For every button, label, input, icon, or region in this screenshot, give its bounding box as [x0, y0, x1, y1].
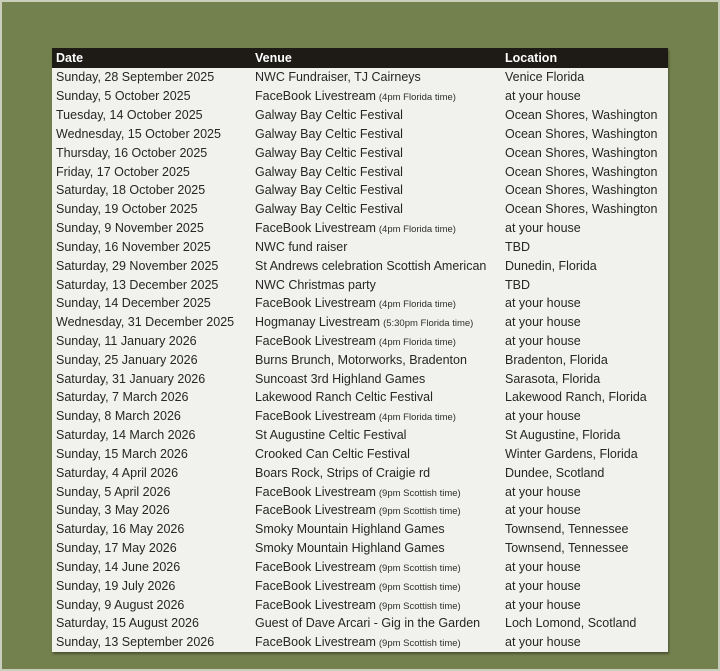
cell-date: Sunday, 9 November 2025 [56, 221, 204, 236]
cell-location: St Augustine, Florida [505, 428, 621, 443]
table-row [52, 463, 668, 482]
table-row [52, 350, 668, 369]
cell-venue [255, 202, 505, 216]
cell-date: Sunday, 28 September 2025 [56, 70, 215, 85]
cell-venue [255, 485, 505, 499]
table-row [52, 237, 668, 256]
venue-time-note: (9pm Scottish time) [378, 581, 461, 593]
cell-date: Sunday, 15 March 2026 [56, 446, 188, 461]
column-header-venue: Venue [255, 51, 292, 65]
venue-text: Suncoast 3rd Highland Games [255, 371, 426, 386]
venue-text: Smoky Mountain Highland Games [255, 541, 445, 556]
cell-venue [255, 259, 505, 273]
cell-venue [255, 372, 505, 386]
venue-text: FaceBook Livestream [255, 334, 376, 348]
cell-date: Sunday, 19 October 2025 [56, 202, 198, 217]
cell-location: TBD [505, 239, 530, 254]
cell-location: at your house [505, 296, 581, 311]
cell-location: at your house [505, 635, 581, 650]
cell-location: Ocean Shores, Washington [505, 183, 658, 198]
cell-venue [255, 616, 505, 630]
cell-venue [255, 635, 505, 649]
cell-venue [255, 240, 505, 254]
cell-venue [255, 541, 505, 555]
cell-location: at your house [505, 315, 581, 330]
cell-venue [255, 503, 505, 517]
venue-text: Burns Brunch, Motorworks, Bradenton [255, 352, 467, 367]
table-row [52, 558, 668, 577]
venue-text: Galway Bay Celtic Festival [255, 126, 403, 141]
venue-time-note: (5:30pm Florida time) [383, 318, 474, 330]
table-row [52, 143, 668, 162]
venue-time-note: (4pm Florida time) [378, 224, 456, 236]
cell-date: Thursday, 16 October 2025 [56, 145, 208, 160]
cell-location: TBD [505, 277, 530, 292]
cell-date: Sunday, 9 August 2026 [56, 597, 185, 612]
cell-venue [255, 598, 505, 612]
venue-text: Galway Bay Celtic Festival [255, 108, 403, 123]
cell-location: Winter Gardens, Florida [505, 446, 638, 461]
venue-text: Galway Bay Celtic Festival [255, 145, 403, 160]
table-row [52, 369, 668, 388]
cell-location: Venice Florida [505, 70, 585, 85]
cell-location: at your house [505, 559, 581, 574]
cell-location: Townsend, Tennessee [505, 541, 629, 556]
cell-date: Saturday, 18 October 2025 [56, 183, 206, 198]
cell-venue [255, 334, 505, 348]
venue-text: Guest of Dave Arcari - Gig in the Garden [255, 616, 481, 631]
venue-text: FaceBook Livestream [255, 635, 376, 650]
column-header-date: Date [56, 51, 84, 65]
cell-venue [255, 428, 505, 442]
venue-text: St Andrews celebration Scottish American [255, 258, 487, 273]
cell-location: Ocean Shores, Washington [505, 202, 658, 217]
cell-date: Saturday, 31 January 2026 [56, 371, 206, 386]
cell-date: Sunday, 8 March 2026 [56, 409, 181, 424]
cell-location: Ocean Shores, Washington [505, 164, 658, 179]
table-row [52, 407, 668, 426]
cell-location: Ocean Shores, Washington [505, 126, 658, 141]
cell-date: Saturday, 13 December 2025 [56, 277, 219, 292]
table-row [52, 219, 668, 238]
cell-venue [255, 221, 505, 235]
cell-location: at your house [505, 409, 581, 424]
table-row [52, 520, 668, 539]
table-row [52, 426, 668, 445]
table-row [52, 501, 668, 520]
venue-text: FaceBook Livestream [255, 578, 376, 593]
table-row [52, 388, 668, 407]
venue-text: NWC fund raiser [255, 239, 348, 254]
table-row [52, 445, 668, 464]
cell-date: Wednesday, 15 October 2025 [56, 126, 221, 141]
cell-date: Sunday, 13 September 2026 [56, 635, 215, 650]
cell-date: Saturday, 16 May 2026 [56, 522, 185, 537]
cell-date: Saturday, 14 March 2026 [56, 428, 196, 443]
venue-time-note: (4pm Florida time) [378, 337, 456, 348]
cell-location: at your house [505, 221, 581, 236]
cell-location: Lakewood Ranch, Florida [505, 390, 647, 405]
cell-venue [255, 108, 505, 122]
cell-date: Sunday, 14 December 2025 [56, 296, 211, 311]
cell-date: Sunday, 3 May 2026 [56, 503, 170, 518]
cell-location: Dunedin, Florida [505, 258, 597, 273]
events-table [52, 48, 668, 652]
cell-location: at your house [505, 89, 581, 104]
cell-location: Ocean Shores, Washington [505, 145, 658, 160]
cell-location: at your house [505, 484, 581, 499]
cell-venue [255, 353, 505, 367]
venue-text: Boars Rock, Strips of Craigie rd [255, 465, 431, 480]
table-row [52, 294, 668, 313]
cell-date: Sunday, 5 October 2025 [56, 89, 191, 104]
cell-venue [255, 127, 505, 141]
cell-date: Sunday, 14 June 2026 [56, 559, 181, 574]
table-row [52, 200, 668, 219]
cell-location: at your house [505, 334, 581, 348]
cell-date: Tuesday, 14 October 2025 [56, 108, 203, 123]
cell-venue [255, 89, 505, 103]
venue-text: Galway Bay Celtic Festival [255, 183, 403, 198]
venue-text: NWC Christmas party [255, 277, 376, 292]
venue-text: Lakewood Ranch Celtic Festival [255, 390, 433, 405]
cell-date: Sunday, 17 May 2026 [56, 541, 177, 556]
cell-date: Saturday, 7 March 2026 [56, 390, 189, 405]
venue-time-note: (9pm Scottish time) [378, 638, 461, 650]
cell-location: Dundee, Scotland [505, 465, 605, 480]
cell-venue [255, 447, 505, 461]
cell-date: Saturday, 15 August 2026 [56, 616, 199, 631]
cell-date: Wednesday, 31 December 2025 [56, 315, 235, 330]
cell-date: Sunday, 19 July 2026 [56, 578, 176, 593]
table-row [52, 106, 668, 125]
venue-text: FaceBook Livestream [255, 503, 376, 518]
cell-location: Bradenton, Florida [505, 352, 608, 367]
cell-date: Sunday, 11 January 2026 [56, 334, 197, 348]
table-row [52, 256, 668, 275]
table-body [52, 68, 668, 652]
venue-text: FaceBook Livestream [255, 484, 376, 499]
venue-time-note: (9pm Scottish time) [378, 600, 461, 612]
venue-text: Crooked Can Celtic Festival [255, 446, 410, 461]
cell-venue [255, 522, 505, 536]
cell-venue [255, 278, 505, 292]
venue-text: FaceBook Livestream [255, 597, 376, 612]
table-row [52, 633, 668, 652]
cell-date: Sunday, 5 April 2026 [56, 484, 171, 499]
table-row [52, 614, 668, 633]
cell-venue [255, 183, 505, 197]
table-row [52, 595, 668, 614]
cell-venue [255, 560, 505, 574]
cell-location: at your house [505, 503, 581, 518]
cell-date: Saturday, 29 November 2025 [56, 258, 219, 273]
venue-text: St Augustine Celtic Festival [255, 428, 407, 443]
cell-venue [255, 70, 505, 84]
cell-venue [255, 409, 505, 423]
venue-text: Hogmanay Livestream [255, 315, 381, 330]
venue-text: FaceBook Livestream [255, 559, 376, 574]
cell-venue [255, 579, 505, 593]
venue-text: FaceBook Livestream [255, 296, 376, 311]
table-row [52, 539, 668, 558]
venue-time-note: (4pm Florida time) [378, 92, 456, 104]
cell-venue [255, 146, 505, 160]
cell-location: at your house [505, 578, 581, 593]
venue-text: NWC Fundraiser, TJ Cairneys [255, 70, 421, 85]
table-row [52, 313, 668, 332]
venue-text: FaceBook Livestream [255, 409, 376, 424]
table-header-row [52, 48, 668, 68]
venue-text: FaceBook Livestream [255, 221, 376, 236]
venue-time-note: (9pm Scottish time) [378, 487, 461, 499]
venue-time-note: (9pm Scottish time) [378, 562, 461, 574]
cell-venue [255, 390, 505, 404]
cell-venue [255, 296, 505, 310]
venue-text: Galway Bay Celtic Festival [255, 202, 403, 217]
table-row [52, 181, 668, 200]
venue-time-note: (4pm Florida time) [378, 299, 456, 311]
table-row [52, 87, 668, 106]
cell-location: Sarasota, Florida [505, 371, 601, 386]
table-row [52, 162, 668, 181]
table-row [52, 124, 668, 143]
venue-text: FaceBook Livestream [255, 89, 376, 104]
cell-date: Saturday, 4 April 2026 [56, 465, 179, 480]
cell-venue [255, 165, 505, 179]
table-row [52, 275, 668, 294]
cell-date: Sunday, 16 November 2025 [56, 239, 211, 254]
column-header-location: Location [505, 51, 558, 65]
table-row [52, 332, 668, 351]
table-row [52, 482, 668, 501]
venue-text: Smoky Mountain Highland Games [255, 522, 445, 537]
cell-location: Townsend, Tennessee [505, 522, 629, 537]
venue-text: Galway Bay Celtic Festival [255, 164, 403, 179]
table-row [52, 68, 668, 87]
cell-date: Sunday, 25 January 2026 [56, 352, 198, 367]
cell-location: at your house [505, 597, 581, 612]
cell-location: Loch Lomond, Scotland [505, 616, 637, 631]
cell-location: Ocean Shores, Washington [505, 108, 658, 123]
cell-venue [255, 315, 505, 329]
table-row [52, 576, 668, 595]
venue-time-note: (9pm Scottish time) [378, 506, 461, 518]
venue-time-note: (4pm Florida time) [378, 412, 456, 424]
cell-date: Friday, 17 October 2025 [56, 164, 190, 179]
cell-venue [255, 466, 505, 480]
